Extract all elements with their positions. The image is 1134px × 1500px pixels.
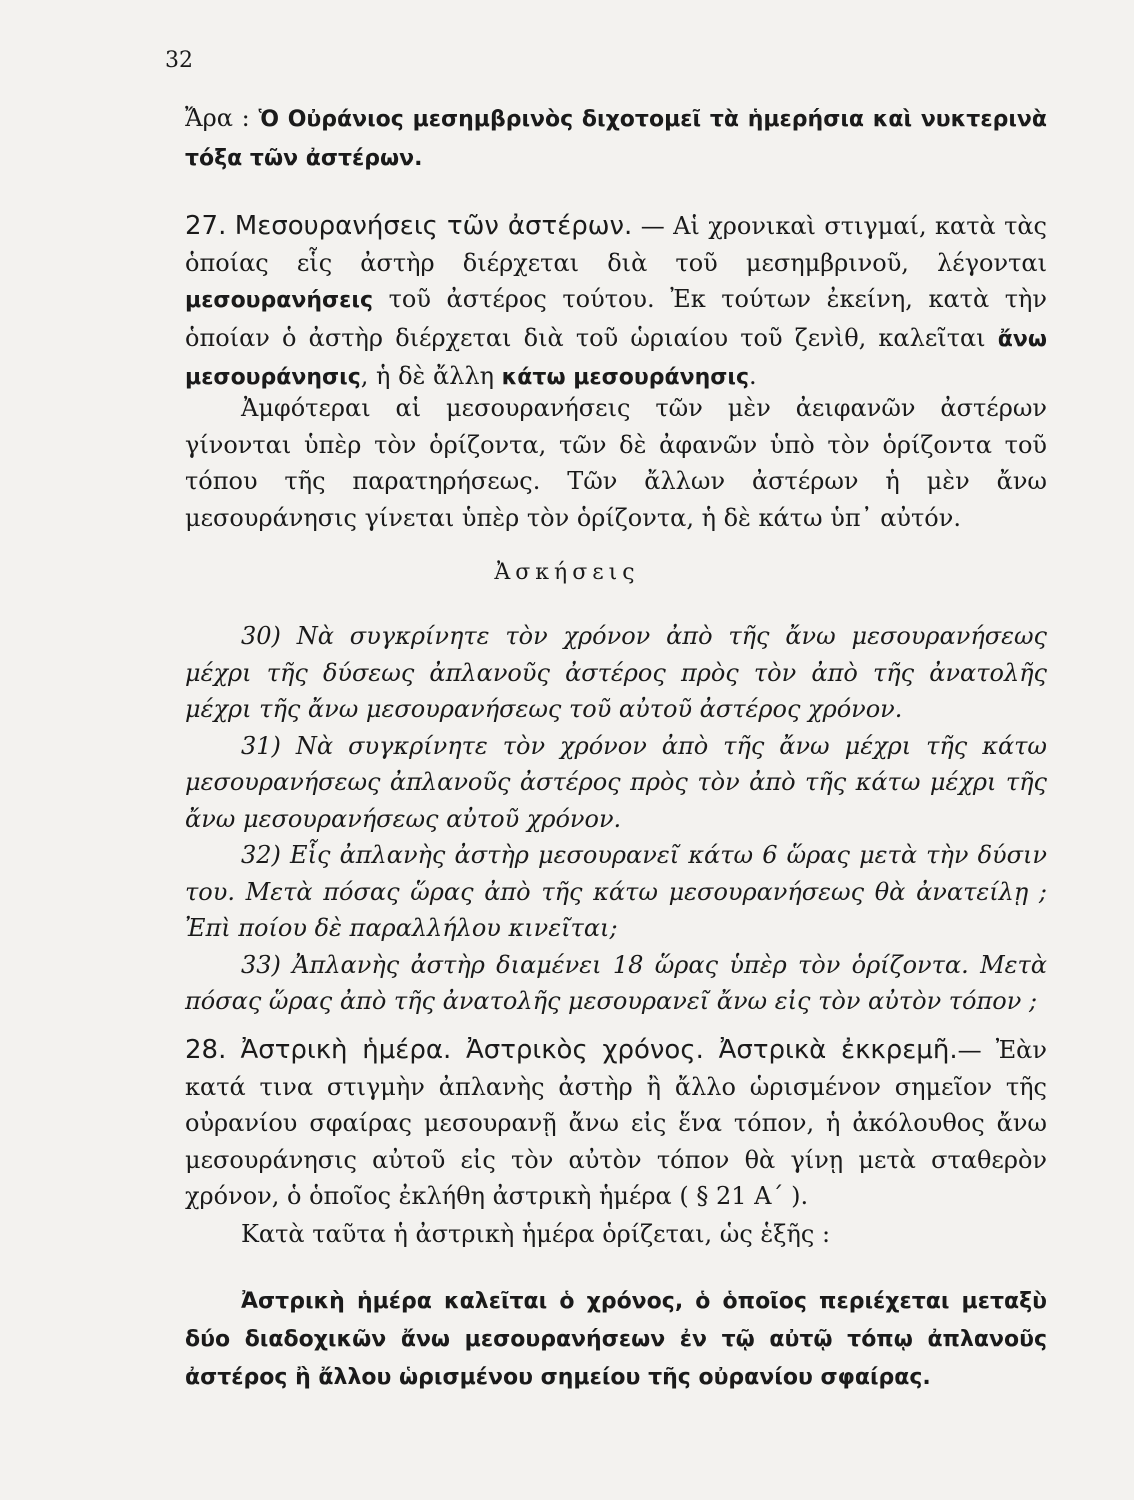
exercise-item: 31) Νὰ συγκρίνητε τὸν χρόνον ἀπὸ τῆς ἄνω μέχρι τῆς κάτω μεσουρανήσεως ἀπλανοῦς ἀστέρος πρὸς τὸν ἀπὸ τῆς κάτω μέχρι τῆς ἄνω μεσουρανήσεως αὐτοῦ χρόνον.: [185, 731, 1047, 833]
conclusion-lead: Ἄρα :: [185, 104, 259, 132]
section-27-text-2: τοῦ ἀστέρος τούτου. Ἐκ τούτων ἐκείνη, κατὰ τὴν ὁποίαν ὁ ἀστὴρ διέρχεται διὰ τοῦ ὡριαίου τοῦ ζενὶθ, καλεῖται: [185, 285, 1047, 352]
term-ano-mesouranisis: ἄνω μεσουράνησις: [185, 326, 1047, 390]
conclusion-paragraph: [185, 100, 1047, 177]
section-28-paragraph-2: Κατὰ ταῦτα ἡ ἀστρικὴ ἡμέρα ὁρίζεται, ὡς ἑξῆς :: [241, 1220, 831, 1248]
term-kato-mesouranisis: κάτω μεσουράνησις: [501, 365, 750, 390]
section-27-text-4: .: [749, 362, 757, 390]
section-27-title: Μεσουρανήσεις τῶν ἀστέρων.: [234, 211, 633, 241]
section-28-text-1: — Ἐὰν κατά τινα στιγμὴν ἀπλανὴς ἀστὴρ ἢ ἄλλο ὡρισμένον σημεῖον τῆς οὐρανίου σφαίρας μεσουρανῇ ἄνω εἰς ἕνα τόπον, ἡ ἀκόλουθος ἄνω μεσουράνησις αὐτοῦ εἰς τὸν αὐτὸν τόπον θὰ γίνῃ μετὰ σταθερὸν χρόνον, ὁ ὁποῖος ἐκλήθη ἀστρικὴ ἡμέρα ( § 21 Α΄ ).: [185, 1036, 1047, 1210]
conclusion-statement: Ὁ Οὐράνιος μεσημβρινὸς διχοτομεῖ τὰ ἡμερήσια καὶ νυκτερινὰ τόξα τῶν ἀστέρων.: [185, 107, 1047, 171]
section-27-text-1: — Αἱ χρονικαὶ στιγμαί, κατὰ τὰς ὁποίας εἷς ἀστὴρ διέρχεται διὰ τοῦ μεσημβρινοῦ, λέγονται: [185, 212, 1047, 277]
term-mesouraniseis: μεσουρανήσεις: [185, 288, 374, 313]
exercise-item: 30) Νὰ συγκρίνητε τὸν χρόνον ἀπὸ τῆς ἄνω μεσουρανήσεως μέχρι τῆς δύσεως ἀπλανοῦς ἀστέρος πρὸς τὸν ἀπὸ τῆς ἀνατολῆς μέχρι τῆς ἄνω μεσουρανήσεως τοῦ αὐτοῦ ἀστέρος χρόνον.: [185, 622, 1047, 723]
section-28-title: Ἀστρικὴ ἡμέρα. Ἀστρικὸς χρόνος. Ἀστρικὰ ἐκκρεμῆ.: [240, 1035, 958, 1065]
section-27-number: 27.: [185, 211, 227, 241]
exercise-item: 33) Ἀπλανὴς ἀστὴρ διαμένει 18 ὥρας ὑπὲρ τὸν ὁρίζοντα. Μετὰ πόσας ὥρας ἀπὸ τῆς ἀνατολῆς μεσουρανεῖ ἄνω εἰς τὸν αὐτὸν τόπον ;: [185, 950, 1047, 1015]
section-28-paragraph: [185, 1032, 1047, 1215]
page-number: 32: [165, 48, 193, 73]
section-27-text-3: , ἡ δὲ ἄλλη: [360, 362, 502, 390]
section-28-number: 28.: [185, 1035, 227, 1065]
section-27-paragraph-2: Ἀμφότεραι αἱ μεσουρανήσεις τῶν μὲν ἀειφανῶν ἀστέρων γίνονται ὑπὲρ τὸν ὁρίζοντα, τῶν δὲ ἀφανῶν ὑπὸ τὸν ὁρίζοντα τοῦ τόπου τῆς παρατηρήσεως. Τῶν ἄλλων ἀστέρων ἡ μὲν ἄνω μεσουράνησις γίνεται ὑπὲρ τὸν ὁρίζοντα, ἡ δὲ κάτω ὑπ᾽ αὐτόν.: [185, 394, 1047, 532]
section-27-paragraph: [185, 208, 1047, 397]
exercises-heading: Ἀσκήσεις: [494, 560, 640, 585]
exercises-list: [185, 618, 1047, 1020]
definition-paragraph: Ἀστρικὴ ἡμέρα καλεῖται ὁ χρόνος, ὁ ὁποῖος περιέχεται μεταξὺ δύο διαδοχικῶν ἄνω μεσουρανήσεων ἐν τῷ αὐτῷ τόπῳ ἀπλανοῦς ἀστέρος ἢ ἄλλου ὡρισμένου σημείου τῆς οὐρανίου σφαίρας.: [185, 1289, 1047, 1390]
exercise-item: 32) Εἷς ἀπλανὴς ἀστὴρ μεσουρανεῖ κάτω 6 ὥρας μετὰ τὴν δύσιν του. Μετὰ πόσας ὥρας ἀπὸ τῆς κάτω μεσουρανήσεως θὰ ἀνατείλῃ ; Ἐπὶ ποίου δὲ παραλλήλου κινεῖται;: [185, 841, 1047, 942]
